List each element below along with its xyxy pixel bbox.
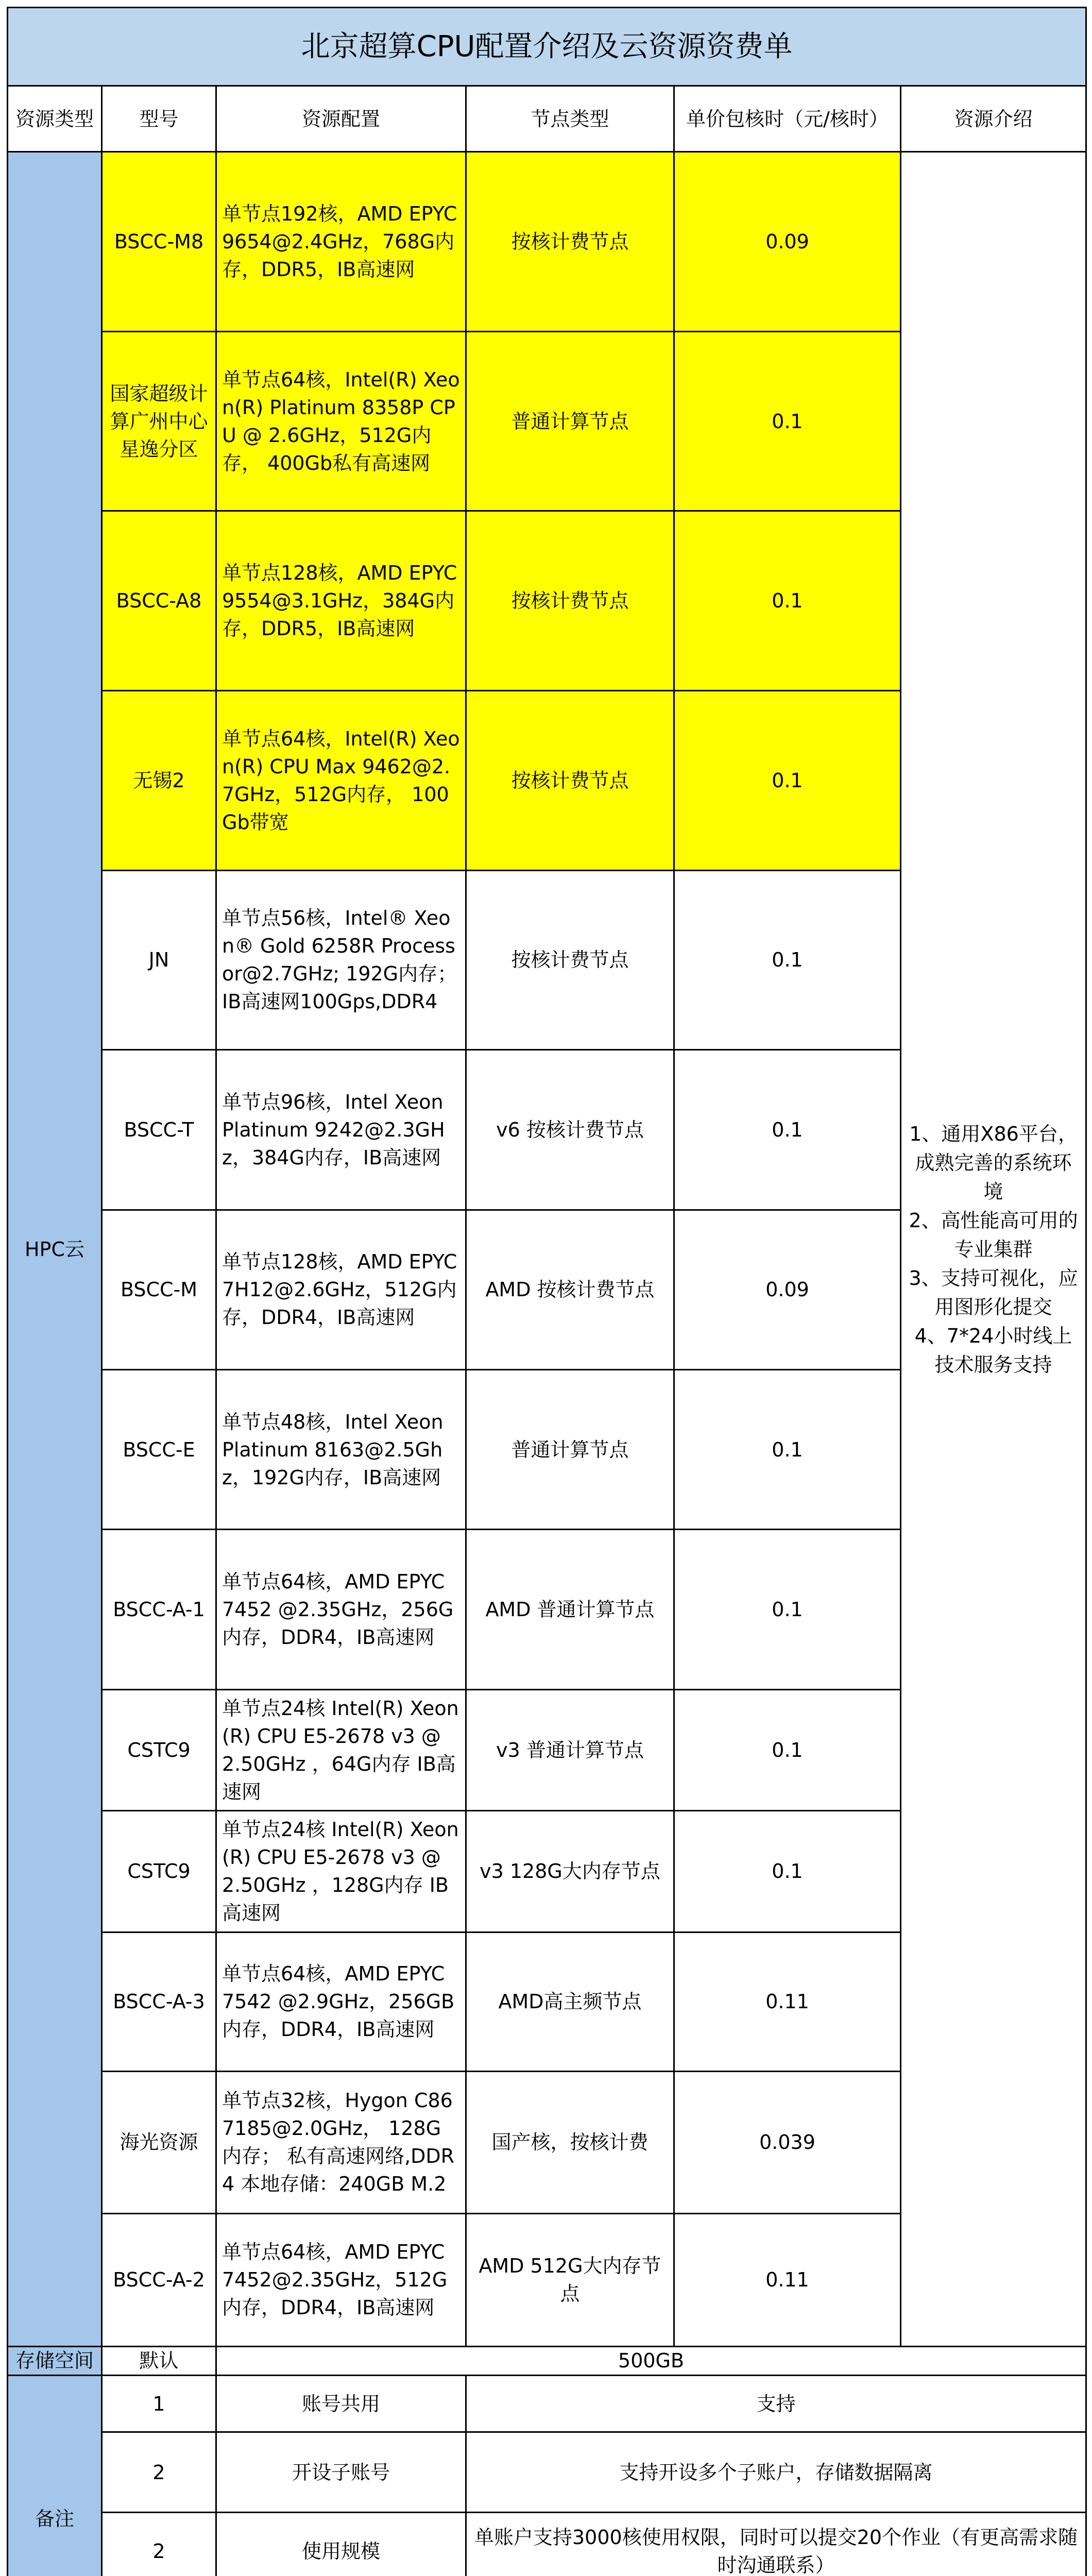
config-cell: 单节点96核，Intel Xeon Platinum 9242@2.3GHz，384G内存，IB高速网 [216, 1050, 466, 1210]
node-type-cell: v3 128G大内存节点 [466, 1811, 674, 1932]
model-cell: BSCC-A8 [102, 511, 216, 691]
model-cell: JN [102, 870, 216, 1050]
model-cell: 海光资源 [102, 2072, 216, 2213]
node-type-cell: AMD 512G大内存节点 [466, 2213, 674, 2346]
model-cell: CSTC9 [102, 1811, 216, 1932]
price-cell: 0.1 [674, 511, 901, 691]
node-type-cell: AMD 按核计费节点 [466, 1210, 674, 1369]
config-cell: 单节点64核，AMD EPYC 7452@2.35GHz，512G内存，DDR4，IB高速网 [216, 2213, 466, 2346]
resource-type-hpc: HPC云 [8, 152, 102, 2346]
price-cell: 0.1 [674, 870, 901, 1050]
note-row [8, 2375, 1086, 2432]
node-type-cell: v6 按核计费节点 [466, 1050, 674, 1210]
config-cell: 单节点56核，Intel® Xeon® Gold 6258R Processor@2.7GHz; 192G内存； IB高速网100Gps,DDR4 [216, 870, 466, 1050]
config-cell: 单节点64核，AMD EPYC 7542 @2.9GHz，256GB内存，DDR4，IB高速网 [216, 1932, 466, 2071]
price-cell: 0.09 [674, 152, 901, 332]
storage-label: 存储空间 [8, 2346, 102, 2375]
note-row [8, 2432, 1086, 2513]
price-cell: 0.1 [674, 1689, 901, 1810]
model-cell: 无锡2 [102, 691, 216, 871]
node-type-cell: AMD 普通计算节点 [466, 1530, 674, 1689]
note-number: 1 [102, 2375, 216, 2432]
config-cell: 单节点64核，Intel(R) Xeon(R) CPU Max 9462@2.7GHz，512G内存， 100Gb带宽 [216, 691, 466, 871]
note-number: 2 [102, 2513, 216, 2576]
node-type-cell: AMD高主频节点 [466, 1932, 674, 2071]
price-cell: 0.1 [674, 1370, 901, 1530]
price-table [7, 7, 1087, 2576]
header-type: 资源类型 [8, 86, 102, 152]
notes-label: 备注 [8, 2375, 102, 2576]
node-type-cell: v3 普通计算节点 [466, 1689, 674, 1810]
model-cell: BSCC-E [102, 1370, 216, 1530]
price-cell: 0.1 [674, 1530, 901, 1689]
node-type-cell: 按核计费节点 [466, 691, 674, 871]
node-type-cell: 按核计费节点 [466, 511, 674, 691]
table-row [8, 152, 1086, 332]
price-sheet [7, 7, 1085, 2576]
price-cell: 0.11 [674, 2213, 901, 2346]
price-cell: 0.1 [674, 1811, 901, 1932]
config-cell: 单节点48核，Intel Xeon Platinum 8163@2.5Ghz，192G内存，IB高速网 [216, 1370, 466, 1530]
resource-intro [901, 152, 1086, 2346]
note-value: 单账户支持3000核使用权限，同时可以提交20个作业（有更高需求随时沟通联系） [466, 2513, 1086, 2576]
price-cell: 0.1 [674, 691, 901, 871]
model-cell: BSCC-A-1 [102, 1530, 216, 1689]
price-cell: 0.11 [674, 1932, 901, 2071]
header-config: 资源配置 [216, 86, 466, 152]
header-intro: 资源介绍 [901, 86, 1086, 152]
config-cell: 单节点32核，Hygon C86 7185@2.0GHz， 128G内存； 私有高速网络,DDR4 本地存储：240GB M.2 [216, 2072, 466, 2213]
storage-row [8, 2346, 1086, 2375]
model-cell: BSCC-T [102, 1050, 216, 1210]
config-cell: 单节点64核，Intel(R) Xeon(R) Platinum 8358P CPU @ 2.6GHz，512G内存， 400Gb私有高速网 [216, 331, 466, 511]
config-cell: 单节点64核，AMD EPYC 7452 @2.35GHz，256G内存，DDR4，IB高速网 [216, 1530, 466, 1689]
model-cell: BSCC-M8 [102, 152, 216, 332]
model-cell: BSCC-M [102, 1210, 216, 1369]
price-cell: 0.09 [674, 1210, 901, 1369]
price-cell: 0.1 [674, 331, 901, 511]
node-type-cell: 按核计费节点 [466, 152, 674, 332]
config-cell: 单节点128核，AMD EPYC 7H12@2.6GHz，512G内存，DDR4，IB高速网 [216, 1210, 466, 1369]
note-item: 使用规模 [216, 2513, 466, 2576]
storage-value: 500GB [216, 2346, 1086, 2375]
intro-line: 2、高性能高可用的专业集群 [909, 1209, 1078, 1261]
header-node: 节点类型 [466, 86, 674, 152]
price-cell: 0.039 [674, 2072, 901, 2213]
intro-line: 1、通用X86平台，成熟完善的系统环境 [909, 1122, 1078, 1203]
note-item: 开设子账号 [216, 2432, 466, 2513]
config-cell: 单节点192核，AMD EPYC 9654@2.4GHz，768G内存，DDR5，IB高速网 [216, 152, 466, 332]
model-cell: BSCC-A-2 [102, 2213, 216, 2346]
node-type-cell: 普通计算节点 [466, 331, 674, 511]
node-type-cell: 按核计费节点 [466, 870, 674, 1050]
note-value: 支持 [466, 2375, 1086, 2432]
note-item: 账号共用 [216, 2375, 466, 2432]
config-cell: 单节点24核 Intel(R) Xeon(R) CPU E5-2678 v3 @ 2.50GHz ，64G内存 IB高速网 [216, 1689, 466, 1810]
header-row [8, 86, 1086, 152]
header-model: 型号 [102, 86, 216, 152]
model-cell: BSCC-A-3 [102, 1932, 216, 2071]
note-row [8, 2513, 1086, 2576]
node-type-cell: 普通计算节点 [466, 1370, 674, 1530]
header-price: 单价包核时（元/核时） [674, 86, 901, 152]
storage-sub: 默认 [102, 2346, 216, 2375]
model-cell: 国家超级计算广州中心星逸分区 [102, 331, 216, 511]
sheet-title: 北京超算CPU配置介绍及云资源资费单 [8, 8, 1086, 86]
node-type-cell: 国产核，按核计费 [466, 2072, 674, 2213]
config-cell: 单节点24核 Intel(R) Xeon(R) CPU E5-2678 v3 @ 2.50GHz ，128G内存 IB高速网 [216, 1811, 466, 1932]
model-cell: CSTC9 [102, 1689, 216, 1810]
note-number: 2 [102, 2432, 216, 2513]
title-row [8, 8, 1086, 86]
intro-line: 3、支持可视化，应用图形化提交 [909, 1266, 1078, 1318]
note-value: 支持开设多个子账户，存储数据隔离 [466, 2432, 1086, 2513]
intro-line: 4、7*24小时线上技术服务支持 [914, 1324, 1072, 1376]
config-cell: 单节点128核，AMD EPYC 9554@3.1GHz，384G内存，DDR5，IB高速网 [216, 511, 466, 691]
price-cell: 0.1 [674, 1050, 901, 1210]
